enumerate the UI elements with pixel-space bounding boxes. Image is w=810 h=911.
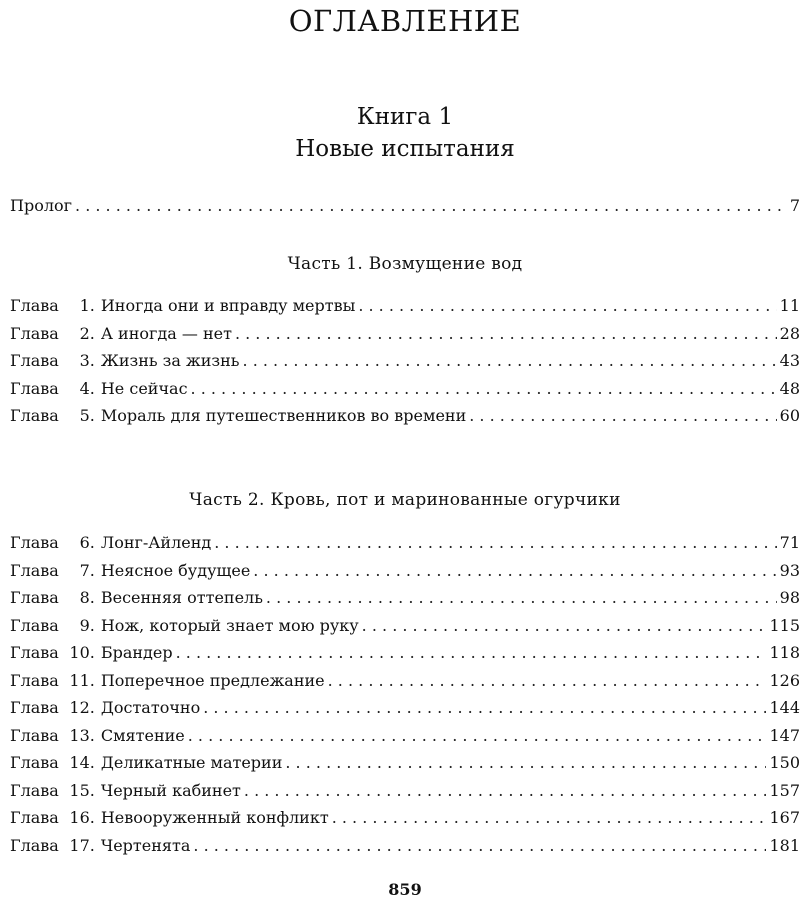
chapter-label: Глава — [10, 753, 59, 772]
chapter-label: Глава — [10, 296, 59, 315]
chapter-page: 43 — [779, 351, 800, 370]
part-1-title: Часть 1. Возмущение вод — [287, 254, 523, 274]
dot-leader — [266, 584, 777, 612]
chapter-label: Глава — [10, 351, 59, 370]
chapter-number: 12 . — [63, 694, 95, 722]
chapter-number: 6 . — [63, 529, 95, 557]
chapter-title: Достаточно — [100, 698, 201, 717]
chapter-number: 13 . — [63, 722, 95, 750]
chapter-title: Невооруженный конфликт — [100, 808, 329, 827]
toc-entry-chapter-13[interactable] — [10, 722, 800, 750]
chapter-label: Глава — [10, 698, 59, 717]
chapter-label: Глава — [10, 615, 59, 635]
chapter-label: Глава — [10, 406, 59, 425]
toc-entry-chapter-15[interactable] — [10, 777, 800, 805]
toc-entry-chapter-1[interactable] — [10, 292, 800, 320]
toc-entry-chapter-6[interactable] — [10, 529, 800, 557]
chapter-page: 98 — [779, 588, 800, 607]
dot-leader — [328, 667, 767, 695]
chapter-label: Глава — [10, 835, 59, 855]
dot-leader — [193, 832, 766, 860]
chapter-label: Глава — [10, 780, 59, 800]
toc-entry-chapter-17[interactable] — [10, 832, 800, 860]
dot-leader — [75, 192, 787, 220]
chapter-label: Глава — [10, 323, 59, 343]
book-subtitle: Новые испытания — [295, 136, 515, 162]
toc-entry-chapter-14[interactable] — [10, 749, 800, 777]
chapter-label: Глава — [10, 643, 59, 662]
toc-entry-chapter-3[interactable] — [10, 347, 800, 375]
dot-leader — [214, 529, 776, 557]
chapter-title: А иногда — нет — [100, 323, 232, 343]
dot-leader — [362, 612, 767, 640]
page-number: 859 — [388, 880, 422, 899]
chapter-number: 15 . — [63, 777, 95, 805]
chapter-number: 16 . — [63, 804, 95, 832]
dot-leader — [235, 320, 777, 348]
chapter-title: Не сейчас — [100, 378, 188, 398]
chapter-page: 48 — [779, 378, 800, 398]
chapter-page: 144 — [769, 698, 800, 717]
toc-entry-chapter-12[interactable] — [10, 694, 800, 722]
chapter-number: 4 . — [63, 375, 95, 403]
chapter-title: Чертенята — [100, 835, 191, 855]
prolog-label: Пролог — [10, 196, 73, 215]
chapter-page: 93 — [779, 560, 800, 580]
toc-entry-chapter-8[interactable] — [10, 584, 800, 612]
chapter-title: Деликатные материи — [100, 753, 283, 772]
chapter-page: 118 — [769, 643, 800, 662]
chapter-number: 2 . — [63, 320, 95, 348]
dot-leader — [469, 402, 776, 430]
dot-leader — [176, 639, 767, 667]
dot-leader — [285, 749, 766, 777]
dot-leader — [332, 804, 767, 832]
chapter-number: 7 . — [63, 557, 95, 585]
chapter-number: 11 . — [63, 667, 95, 695]
book-label: Книга 1 — [356, 104, 454, 130]
chapter-page: 11 — [779, 296, 800, 315]
chapter-number: 5 . — [63, 402, 95, 430]
chapter-page: 150 — [769, 753, 800, 772]
toc-entry-chapter-5[interactable] — [10, 402, 800, 430]
chapter-number: 17 . — [63, 832, 95, 860]
chapter-label: Глава — [10, 588, 59, 607]
chapter-title: Неясное будущее — [100, 560, 251, 580]
chapter-title: Весенняя оттепель — [100, 588, 263, 607]
dot-leader — [191, 375, 777, 403]
toc-entry-chapter-2[interactable] — [10, 320, 800, 348]
toc-entry-chapter-4[interactable] — [10, 375, 800, 403]
dot-leader — [253, 557, 776, 585]
toc-entry-chapter-11[interactable] — [10, 667, 800, 695]
part-2-chapter-list — [10, 529, 800, 859]
toc-entry-chapter-16[interactable] — [10, 804, 800, 832]
chapter-title: Иногда они и вправду мертвы — [100, 296, 356, 315]
chapter-page: 126 — [769, 670, 800, 690]
dot-leader — [203, 694, 766, 722]
toc-entry-chapter-9[interactable] — [10, 612, 800, 640]
chapter-title: Нож, который знает мою руку — [100, 615, 359, 635]
chapter-number: 14 . — [63, 749, 95, 777]
dot-leader — [244, 777, 767, 805]
chapter-label: Глава — [10, 808, 59, 827]
chapter-title: Брандер — [100, 643, 173, 662]
chapter-page: 71 — [779, 533, 800, 552]
chapter-page: 167 — [769, 808, 800, 827]
chapter-label: Глава — [10, 725, 59, 745]
chapter-title: Лонг-Айленд — [100, 533, 212, 552]
toc-entry-prolog[interactable] — [10, 192, 800, 220]
toc-entry-chapter-10[interactable] — [10, 639, 800, 667]
chapter-page: 115 — [769, 615, 800, 635]
chapter-page: 157 — [769, 780, 800, 800]
toc-entry-chapter-7[interactable] — [10, 557, 800, 585]
chapter-label: Глава — [10, 378, 59, 398]
dot-leader — [188, 722, 767, 750]
part-1-chapter-list — [10, 292, 800, 430]
chapter-label: Глава — [10, 670, 59, 690]
chapter-label: Глава — [10, 560, 59, 580]
chapter-label: Глава — [10, 533, 59, 552]
chapter-title: Жизнь за жизнь — [100, 351, 240, 370]
part-2-title: Часть 2. Кровь, пот и маринованные огурчики — [189, 490, 621, 510]
chapter-page: 28 — [779, 323, 800, 343]
chapter-number: 1 . — [63, 292, 95, 320]
chapter-title: Черный кабинет — [100, 780, 241, 800]
chapter-page: 147 — [769, 725, 800, 745]
chapter-title: Смятение — [100, 725, 185, 745]
chapter-number: 10 . — [63, 639, 95, 667]
page-title: ОГЛАВЛЕНИЕ — [288, 4, 522, 38]
dot-leader — [358, 292, 776, 320]
book-heading — [0, 101, 810, 165]
chapter-title: Поперечное предлежание — [100, 670, 325, 690]
chapter-number: 9 . — [63, 612, 95, 640]
chapter-number: 3 . — [63, 347, 95, 375]
prolog-page: 7 — [789, 196, 800, 215]
dot-leader — [243, 347, 777, 375]
chapter-page: 181 — [769, 835, 800, 855]
chapter-title: Мораль для путешественников во времени — [100, 406, 467, 425]
chapter-number: 8 . — [63, 584, 95, 612]
chapter-page: 60 — [779, 406, 800, 425]
